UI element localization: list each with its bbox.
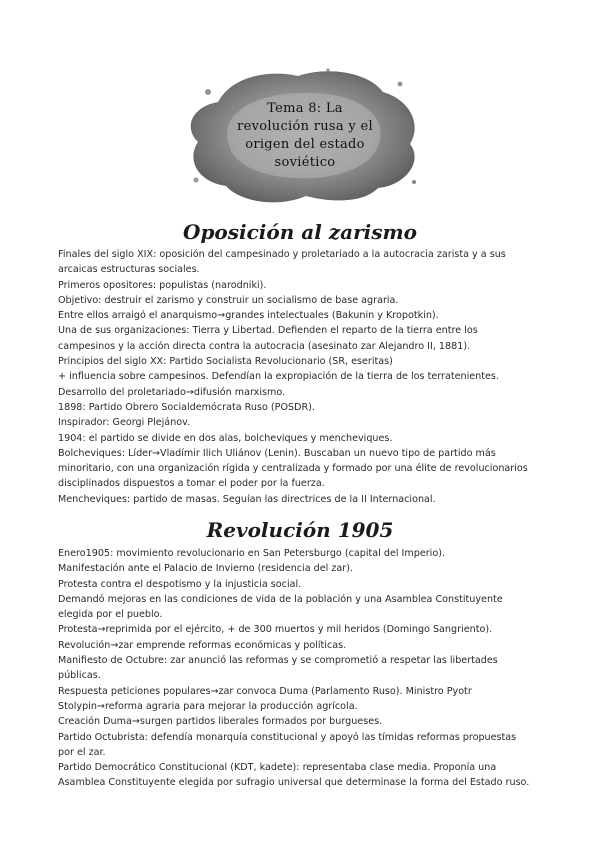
section-heading-oposicion: Oposición al zarismo bbox=[183, 220, 417, 244]
text-line: Partido Democrático Constitucional (KDT, kadete): representaba clase media. Proponía una bbox=[58, 762, 497, 774]
text-line: disciplinados dispuestos a tomar el poder por la fuerza. bbox=[58, 478, 325, 490]
text-line: minoritario, con una organización rígida y centralizada y formado por una élite de revolucionarios bbox=[58, 463, 528, 475]
section-body-oposicion bbox=[58, 247, 548, 507]
text-line: Creación Duma→surgen partidos liberales formados por burgueses. bbox=[58, 716, 383, 728]
text-line: Asamblea Constituyente elegida por sufragio universal que determinase la forma del Estado ruso. bbox=[58, 777, 530, 789]
text-line: Bolcheviques: Líder→Vladímir Ilich Uliánov (Lenin). Buscaban un nuevo tipo de partido más bbox=[58, 447, 496, 459]
topic-title-line: soviético bbox=[274, 155, 336, 170]
text-line: 1904: el partido se divide en dos alas, bolcheviques y mencheviques. bbox=[58, 432, 393, 444]
text-line: Partido Octubrista: defendía monarquía constitucional y apoyó las tímidas reformas propuestas bbox=[58, 731, 517, 743]
text-line: Stolypin→reforma agraria para mejorar la producción agrícola. bbox=[58, 700, 358, 712]
text-line: campesinos y la acción directa contra la autocracia (asesinato zar Alejandro II, 1881). bbox=[58, 340, 471, 352]
text-line: Desarrollo del proletariado→difusión marxismo. bbox=[58, 386, 286, 398]
text-line: Revolución→zar emprende reformas económicas y políticas. bbox=[58, 639, 347, 651]
topic-title-line: revolución rusa y el bbox=[237, 119, 373, 134]
text-line: Primeros opositores: populistas (narodniki). bbox=[58, 279, 267, 291]
text-line: Mencheviques: partido de masas. Seguían las directrices de la II Internacional. bbox=[58, 493, 436, 505]
topic-title bbox=[215, 100, 395, 172]
text-line: arcaicas estructuras sociales. bbox=[58, 264, 200, 276]
text-line: Entre ellos arraigó el anarquismo→grandes intelectuales (Bakunin y Kropotkin). bbox=[58, 310, 439, 322]
section-heading-revolucion-1905: Revolución 1905 bbox=[206, 518, 394, 542]
text-line: Principios del siglo XX: Partido Socialista Revolucionario (SR, eseritas) bbox=[58, 356, 393, 368]
text-line: Protesta→reprimida por el ejército, + de 300 muertos y mil heridos (Domingo Sangriento). bbox=[58, 624, 493, 636]
text-line: Enero1905: movimiento revolucionario en San Petersburgo (capital del Imperio). bbox=[58, 548, 445, 559]
text-line: por el zar. bbox=[58, 746, 106, 758]
text-line: Finales del siglo XIX: oposición del campesinado y proletariado a la autocracia zarista y a sus bbox=[58, 249, 506, 260]
section-body-revolucion-1905 bbox=[58, 546, 548, 791]
text-line: elegida por el pueblo. bbox=[58, 609, 163, 621]
text-line: + influencia sobre campesinos. Defendían la expropiación de la tierra de los terratenientes. bbox=[58, 371, 499, 383]
text-line: Respuesta peticiones populares→zar convoca Duma (Parlamento Ruso). Ministro Pyotr bbox=[58, 685, 472, 697]
text-line: Demandó mejoras en las condiciones de vida de la población y una Asamblea Constituyente bbox=[58, 593, 503, 605]
text-line: Manifestación ante el Palacio de Invierno (residencia del zar). bbox=[58, 563, 354, 575]
text-line: Objetivo: destruir el zarismo y construir un socialismo de base agraria. bbox=[58, 294, 399, 306]
text-line: Protesta contra el despotismo y la injusticia social. bbox=[58, 578, 302, 590]
text-line: Inspirador: Georgi Plejánov. bbox=[58, 417, 191, 429]
text-line: públicas. bbox=[58, 670, 101, 682]
topic-title-line: Tema 8: La bbox=[267, 101, 343, 116]
text-line: Manifiesto de Octubre: zar anunció las reformas y se comprometió a respetar las libertades bbox=[58, 655, 498, 667]
topic-title-line: origen del estado bbox=[245, 137, 365, 152]
text-line: 1898: Partido Obrero Socialdemócrata Ruso (POSDR). bbox=[58, 401, 315, 413]
text-line: Una de sus organizaciones: Tierra y Libertad. Defienden el reparto de la tierra entre los bbox=[58, 325, 478, 337]
